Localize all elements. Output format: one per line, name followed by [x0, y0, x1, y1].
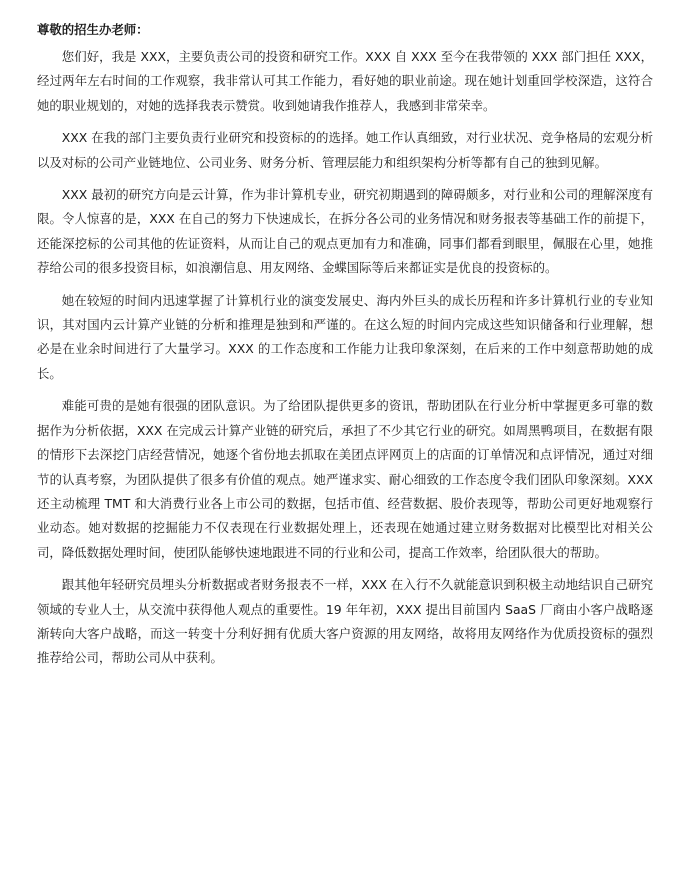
paragraph-networking: 跟其他年轻研究员埋头分析数据或者财务报表不一样，XXX 在入行不久就能意识到积极主动地结识自己研究领域的专业人士，从交流中获得他人观点的重要性。19 年年初，XXX 提出目前国内 SaaS 厂商由小客户战略逐渐转向大客户战略，而这一转变十分利好拥有优质大客户资源的用友网络，故将用友网络作为优质投资标的强烈推荐给公司，帮助公司从中获利。 — [37, 577, 653, 666]
paragraph-responsibilities: XXX 在我的部门主要负责行业研究和投资标的的选择。她工作认真细致，对行业状况、竞争格局的宏观分析以及对标的公司产业链地位、公司业务、财务分析、管理层能力和组织架构分析等都有自己的独到见解。 — [37, 130, 653, 170]
paragraph-fast-learning: 她在较短的时间内迅速掌握了计算机行业的演变发展史、海内外巨头的成长历程和许多计算机行业的专业知识，其对国内云计算产业链的分析和推理是独到和严谨的。在这么短的时间内完成这些知识储备和行业理解，想必是在业余时间进行了大量学习。XXX 的工作态度和工作能力让我印象深刻，在后来的工作中刻意帮助她的成长。 — [37, 292, 653, 381]
letter-salutation: 尊敬的招生办老师： — [37, 22, 149, 37]
paragraph-team-spirit: 难能可贵的是她有很强的团队意识。为了给团队提供更多的资讯，帮助团队在行业分析中掌握更多可靠的数据作为分析依据，XXX 在完成云计算产业链的研究后，承担了不少其它行业的研究。如周黑鸭项目，在数据有限的情形下去深挖门店经营情况，她逐个省份地去抓取在美团点评网页上的店面的订单情况和点评情况，通过对细节的认真考察，为团队提供了很多有价值的观点。她严谨求实、耐心细致的工作态度令我们团队印象深刻。XXX 还主动梳理 TMT 和大消费行业各上市公司的数据，包括市值、经营数据、股价表现等，帮助公司更好地观察行业动态。她对数据的挖掘能力不仅表现在行业数据处理上，还表现在她通过建立财务数据对比模型比对相关公司，降低数据处理时间，使团队能够快速地跟进不同的行业和公司，提高工作效率，给团队很大的帮助。 — [37, 398, 653, 560]
paragraph-cloud-research: XXX 最初的研究方向是云计算，作为非计算机专业，研究初期遇到的障碍颇多，对行业和公司的理解深度有限。令人惊喜的是，XXX 在自己的努力下快速成长，在拆分各公司的业务情况和财务报表等基础工作的前提下，还能深挖标的公司其他的佐证资料，从而让自己的观点更加有力和准确，同事们都看到眼里，佩服在心里，她推荐给公司的很多投资目标，如浪潮信息、用友网络、金蝶国际等后来都证实是优良的投资标的。 — [37, 187, 653, 276]
recommendation-letter — [37, 18, 653, 679]
paragraph-introduction: 您们好，我是 XXX，主要负责公司的投资和研究工作。XXX 自 XXX 至今在我带领的 XXX 部门担任 XXX，经过两年左右时间的工作观察，我非常认可其工作能力，看好她的职业前途。现在她计划重回学校深造，这符合她的职业规划的，对她的选择我表示赞赏。收到她请我作推荐人，我感到非常荣幸。 — [37, 49, 653, 113]
